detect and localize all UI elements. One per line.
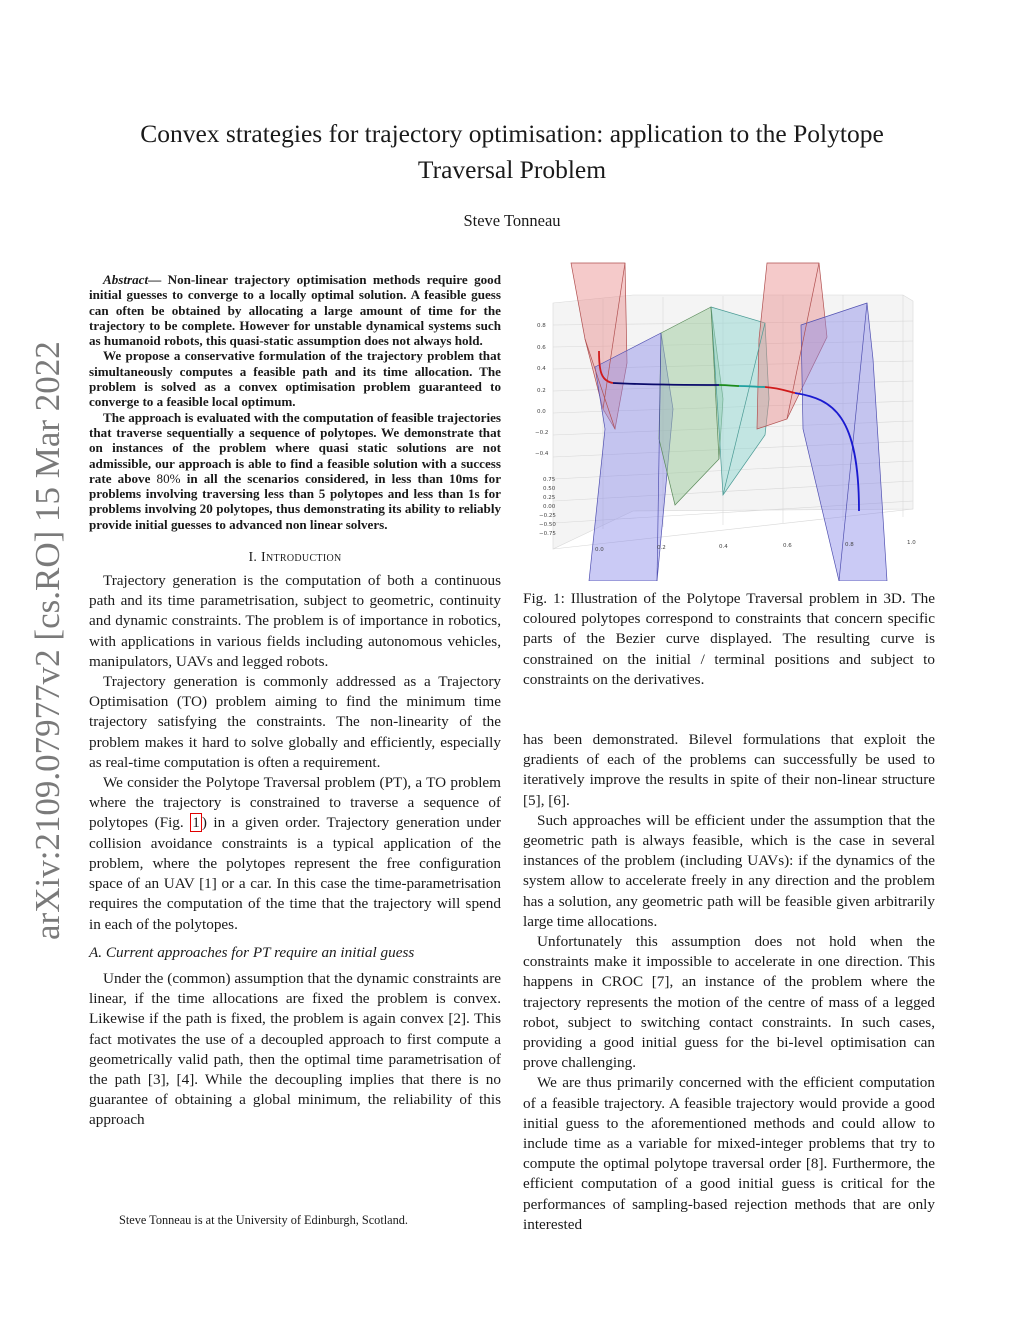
- figure-polytope-3d: [533, 259, 943, 581]
- abstract-p3-text-a: The approach is evaluated with the computation of feasible trajectories that traverse sequentially a sequence of polytopes. We demonstrate that on instances of the problem where quasi static solutions are not admissible, our approach is able to find a feasible solution with a success rate above: [89, 409, 501, 486]
- abstract-pct: 80%: [156, 470, 181, 486]
- curve-segment-teal: [739, 386, 765, 387]
- intro-p3-text-a: We consider the Polytope Traversal problem (PT), a TO problem where the trajectory is constrained to traverse a sequence of polytopes (Fig.: [89, 774, 501, 832]
- abstract-lead: Abstract: [103, 272, 149, 287]
- x-tick: 0.4: [719, 544, 728, 550]
- abstract-paragraph-1: [89, 272, 501, 348]
- subsection-a-paragraph-1: Under the (common) assumption that the dynamic constraints are linear, if the time allocations are fixed the problem is convex. Likewise if the path is fixed, the problem is again convex [2]. This fact motivates the use of a decoupled approach to first compute a geometrically valid path, then the optimal time parametrisation of the path [3], [4]. While the decoupling implies that there is no guarantee of obtaining a global minimum, the reliability of this approach: [89, 969, 501, 1129]
- y-tick: 0.50: [543, 486, 556, 492]
- abstract: [89, 272, 501, 532]
- figure-svg: [533, 259, 943, 581]
- intro-p3-text-b: ) in a given order. Trajectory generation under collision avoidance constraints is a typical application of the problem, where the polytopes represent the free configuration space of an UAV [1] or a car. In this case the time-parametrisation requires the computation of the time that the trajectory will spend in each of the polytopes.: [89, 814, 501, 933]
- right-paragraph-3: Unfortunately this assumption does not hold when the constraints make it impossible to accelerate in one direction. This happens in CROC [7], an instance of the problem where the trajectory represents the motion of the centre of mass of a legged robot, subject to switching contact constraints. In such cases, providing a good initial guess for the bi-level optimisation can prove challenging.: [523, 933, 935, 1072]
- z-tick: −0.2: [535, 430, 549, 436]
- z-tick: −0.4: [535, 451, 549, 457]
- y-tick: 0.00: [543, 504, 556, 510]
- left-column: [89, 272, 501, 1131]
- z-tick: 0.6: [537, 345, 546, 351]
- z-tick: 0.2: [537, 388, 546, 394]
- x-tick: 0.6: [783, 543, 792, 549]
- title-line-2: Traversal Problem: [417, 155, 607, 184]
- x-tick: 0.0: [595, 547, 604, 553]
- curve-segment-green: [719, 385, 739, 386]
- footnote: Steve Tonneau is at the University of Edinburgh, Scotland.: [119, 1213, 408, 1227]
- y-tick: 0.25: [543, 495, 556, 501]
- intro-paragraph-3: [89, 773, 501, 935]
- y-tick: 0.75: [543, 477, 556, 483]
- intro-paragraph-2: Trajectory generation is commonly addressed as a Trajectory Optimisation (TO) problem aiming to find the minimum time trajectory satisfying the constraints. The non-linearity of the problem makes it hard to solve globally and efficiently, especially as real-time computation is often a requirement.: [89, 673, 501, 771]
- introduction-body: [89, 571, 501, 1130]
- paper-title: [0, 116, 1024, 188]
- figure-ref-link[interactable]: 1: [192, 814, 200, 832]
- section-heading-introduction: I. Introduction: [248, 550, 342, 566]
- right-paragraph-2: Such approaches will be efficient under the assumption that the geometric path is always feasible, which is the case in several instances of the problem (including UAVs): if the dynamics of the system allow to accelerate freely in any direction and the problem has a solution, any geometric path will be feasible given arbitrarily large time allocations.: [523, 811, 935, 930]
- x-tick: 0.2: [657, 545, 666, 551]
- title-line-1: Convex strategies for trajectory optimisation: application to the Polytope: [140, 119, 884, 148]
- x-tick: 0.8: [845, 542, 854, 548]
- arxiv-stamp: arXiv:2109.07977v2 [cs.RO] 15 Mar 2022: [28, 341, 67, 940]
- z-axis-ticks: [535, 323, 549, 457]
- z-tick: 0.4: [537, 366, 546, 372]
- x-tick: 1.0: [907, 540, 916, 546]
- abstract-p3-text-b: in all the scenarios considered, in less than 10ms for problems involving traversing less than 5 polytopes and less than 1s for problems involving 20 polytopes, thus demonstrating its ability to reliably provide initial guesses to advanced non linear solvers.: [89, 470, 502, 532]
- intro-paragraph-1: Trajectory generation is the computation of both a continuous path and its time parametrisation, subject to geometric, continuity and dynamic constraints. The problem is of importance in robotics, with applications in various fields including autonomous vehicles, manipulators, UAVs and legged robots.: [89, 572, 501, 670]
- right-column: [523, 730, 935, 1235]
- abstract-paragraph-3: [89, 410, 501, 532]
- subsection-heading-a: A. Current approaches for PT require an initial guess: [89, 943, 415, 961]
- z-tick: 0.8: [537, 323, 546, 329]
- y-tick: −0.25: [539, 513, 556, 519]
- figure-caption: Fig. 1: Illustration of the Polytope Traversal problem in 3D. The coloured polytopes correspond to constraints that concern specific parts of the Bezier curve displayed. The resulting curve is constrained on the initial / terminal positions and subject to constraints on the derivatives.: [523, 590, 935, 688]
- y-tick: −0.75: [539, 531, 556, 537]
- author-name: Steve Tonneau: [463, 211, 561, 230]
- right-paragraph-4: We are thus primarily concerned with the efficient computation of a feasible trajectory. A feasible trajectory would provide a good initial guess to the aforementioned methods and could allow to include time as a variable for mixed-integer problems that try to compute the optimal polytope traversal order [8]. Furthermore, the efficient computation of a good initial guess is critical for the performances of sampling-based rejection methods that are only interested: [523, 1074, 935, 1233]
- abstract-paragraph-2: We propose a conservative formulation of the trajectory problem that simultaneously computes a feasible path and its time allocation. The problem is solved as a convex optimisation problem guaranteed to converge to a feasible local optimum.: [89, 348, 501, 410]
- y-tick: −0.50: [539, 522, 556, 528]
- abstract-p1-text: — Non-linear trajectory optimisation methods require good initial guesses to converge to a locally optimal solution. A feasible guess can often be obtained by allocating a large amount of time for the trajectory to be complete. However for unstable dynamical systems such as humanoid robots, this quasi-static assumption does not always hold.: [89, 272, 501, 349]
- right-paragraph-1: has been demonstrated. Bilevel formulations that exploit the gradients of each of the problems can successfully be used to iteratively improve the results in spite of their non-linear structure [5], [6].: [523, 731, 935, 809]
- z-tick: 0.0: [537, 409, 546, 415]
